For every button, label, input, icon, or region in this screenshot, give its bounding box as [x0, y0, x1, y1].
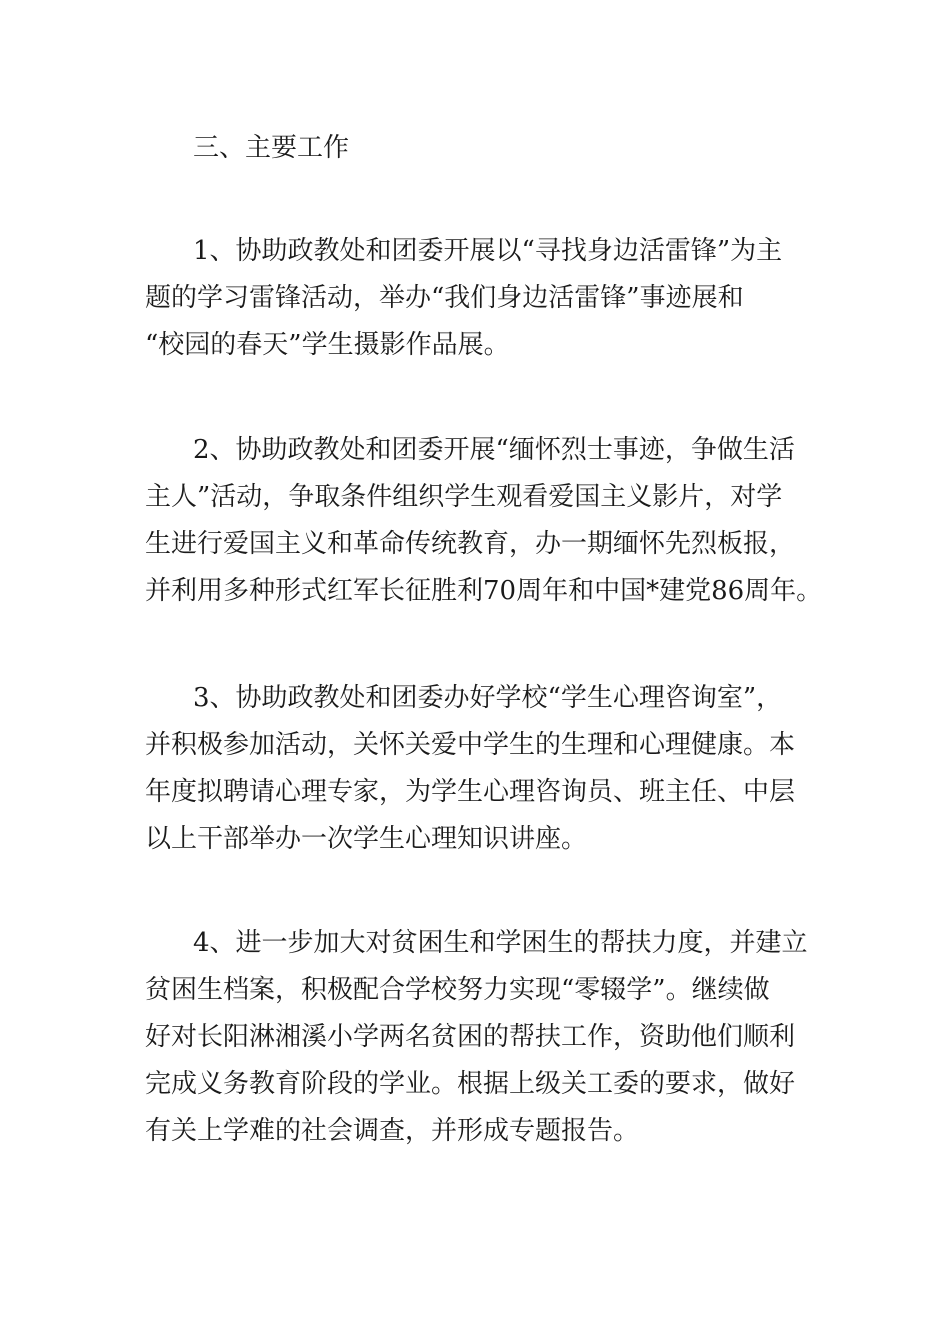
- paragraph-line: 以上干部举办一次学生心理知识讲座。: [145, 824, 588, 854]
- section-heading: 三、主要工作: [193, 133, 350, 163]
- paragraph-line: 有关上学难的社会调查，并形成专题报告。: [145, 1116, 640, 1146]
- paragraph-line: “校园的春天”学生摄影作品展。: [145, 330, 510, 360]
- paragraph-line: 并利用多种形式红军长征胜利70周年和中国*建党86周年。: [145, 576, 823, 606]
- paragraph-line: 年度拟聘请心理专家，为学生心理咨询员、班主任、中层: [145, 777, 796, 807]
- paragraph-line: 并积极参加活动，关怀关爱中学生的生理和心理健康。本: [145, 730, 796, 760]
- paragraph-line: 3、协助政教处和团委办好学校“学生心理咨询室”，: [193, 683, 783, 713]
- paragraph-line: 完成义务教育阶段的学业。根据上级关工委的要求，做好: [145, 1069, 796, 1099]
- paragraph-line: 4、进一步加大对贫困生和学困生的帮扶力度，并建立: [193, 928, 808, 958]
- paragraph-line: 2、协助政教处和团委开展“缅怀烈士事迹，争做生活: [193, 435, 795, 465]
- paragraph-line: 1、协助政教处和团委开展以“寻找身边活雷锋”为主: [193, 236, 783, 266]
- paragraph-line: 好对长阳淋湘溪小学两名贫困的帮扶工作，资助他们顺利: [145, 1022, 796, 1052]
- paragraph-1: [145, 228, 810, 369]
- paragraph-line: 题的学习雷锋活动，举办“我们身边活雷锋”事迹展和: [145, 283, 744, 313]
- paragraph-line: 贫困生档案，积极配合学校努力实现“零辍学”。继续做: [145, 975, 770, 1005]
- paragraph-3: [145, 675, 810, 863]
- paragraph-4: [145, 920, 810, 1155]
- paragraph-line: 生进行爱国主义和革命传统教育，办一期缅怀先烈板报，: [145, 529, 796, 559]
- paragraph-line: 主人”活动，争取条件组织学生观看爱国主义影片，对学: [145, 482, 783, 512]
- paragraph-2: [145, 427, 823, 615]
